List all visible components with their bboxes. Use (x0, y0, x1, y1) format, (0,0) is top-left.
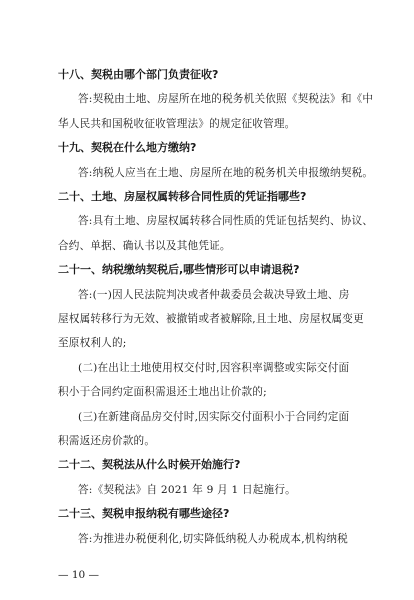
question-20-title: 二十、土地、房屋权属转移合同性质的凭证指哪些? (58, 190, 307, 203)
answer-21-item-1-line-2: 屋权属转移行为无效、被撤销或者被解除,且土地、房屋权属变更 (58, 313, 364, 325)
answer-18-line-2: 华人民共和国税收征收管理法》的规定征收管理。 (58, 117, 296, 130)
question-23-title: 二十三、契税申报纳税有哪些途径? (58, 507, 230, 521)
question-21-title: 二十一、纳税缴纳契税后,哪些情形可以申请退税? (58, 263, 300, 277)
answer-18-line-1: 答:契税由土地、房屋所在地的税务机关依照《契税法》和《中 (78, 93, 374, 106)
question-18-title: 十八、契税由哪个部门负责征收? (58, 68, 219, 81)
question-19-title: 十九、契税在什么地方缴纳? (58, 141, 197, 155)
page-number: — 10 — (58, 569, 100, 581)
answer-21-item-2-line-2: 积小于合同约定面积需退还土地出让价款的; (58, 386, 267, 399)
answer-22-line-1: 答:《契税法》自 2021 年 9 月 1 日起施行。 (78, 483, 296, 496)
answer-21-item-1-line-1: 答:(一)因人民法院判决或者仲裁委员会裁决导致土地、房 (78, 288, 350, 301)
answer-21-item-3-line-1: (三)在新建商品房交付时,因实际交付面积小于合同约定面 (78, 410, 350, 423)
answer-21-item-1-line-3: 至原权利人的; (58, 337, 127, 350)
answer-20-line-1: 答:具有土地、房屋权属转移合同性质的凭证包括契约、协议、 (78, 215, 374, 228)
answer-21-item-3-line-2: 积需返还房价款的。 (58, 435, 156, 447)
answer-19-line-1: 答:纳税人应当在土地、房屋所在地的税务机关申报缴纳契税。 (78, 166, 374, 179)
answer-23-line-1: 答:为推进办税便利化,切实降低纳税人办税成本,机构纳税 (78, 532, 348, 545)
answer-21-item-2-line-1: (二)在出让土地使用权交付时,因容积率调整或实际交付面 (78, 361, 350, 374)
question-22-title: 二十二、契税法从什么时候开始施行? (58, 458, 241, 472)
answer-20-line-2: 合约、单据、确认书以及其他凭证。 (58, 239, 231, 252)
